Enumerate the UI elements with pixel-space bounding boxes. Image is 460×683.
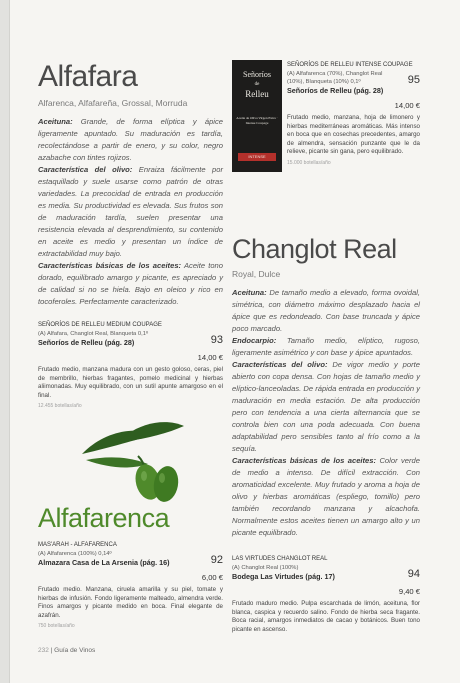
changlot-aceituna-label: Aceituna:: [232, 288, 267, 297]
page-number: 232: [38, 647, 49, 654]
changlot-section: [232, 236, 420, 539]
wine-bottles: 12.455 botellas/año: [38, 403, 82, 409]
alfafara-title: Alfafara: [38, 60, 138, 93]
alfafara-subtitle: Alfarenca, Alfafareña, Grossal, Morruda: [38, 98, 188, 108]
guide-title: Guía de Vinos: [54, 647, 96, 654]
wine-bottles: 15.000 botellas/año: [287, 159, 331, 166]
wine-price: 14,00 €: [394, 101, 420, 110]
changlot-olivo-label: Características del olivo:: [232, 360, 328, 369]
wine-varieties: (A) Alfafara, Changlot Real, Blanqueta 0,1º: [38, 331, 149, 337]
wine-tasting-notes: Frutado medio, manzana madura con un gesto goloso, ceras, piel de membrillo, hierbas fragantes, pomelo medicinal y hierbas aliimonadas. Muy equilibrado, con un sutil apunte amargoso en el final.: [38, 366, 223, 399]
changlot-description: [232, 287, 420, 539]
alfafara-wine-entry: [38, 322, 223, 409]
wine-bottles: 750 botellas/año: [38, 623, 75, 629]
wine-price: 6,00 €: [201, 573, 223, 582]
alfafarenca-wine-entry: [38, 542, 223, 629]
alfafara-aceituna-label: Aceituna:: [38, 117, 73, 126]
wine-score: 94: [407, 568, 420, 580]
changlot-olivo-text: De vigor medio y porte abierto con copa densa. Con hojas de tamaño medio y elíptico-lanceoladas. De rápida entrada en producción y maduración en media estación. De alta producción pero con tendencia a una cierta alternancia que se controla bien con una poda adecuada. Con buena adaptabilidad pero sensibles tanto al frío como a la sequía.: [232, 360, 420, 453]
alfafara-aceites-text: Aceite tono dorado, equilibrado amargo y picante, es apreciado y de calidad si no se hiela. Bajo en oleico y rico en tocoferoles. Perfectamente caracterizado.: [38, 261, 223, 306]
wine-producer: Señoríos de Relleu (pág. 28): [38, 338, 135, 347]
wine-price: 9,40 €: [398, 587, 420, 596]
wine-score: 95: [407, 74, 420, 86]
changlot-title: Changlot Real: [232, 234, 397, 264]
changlot-endocarpio-label: Endocarpio:: [232, 336, 277, 345]
wine-name: SEÑORÍOS DE RELLEU MEDIUM COUPAGE: [38, 322, 162, 328]
page-footer: [38, 647, 95, 654]
changlot-aceites-text: Color verde de medio a intenso. De difícil extracción. Con aromaticidad excelente. Muy frutado y aroma a hoja de olivo y hierbas aromáticas (espliego, tomillo) pero también recordando manzana y alcachofa. Normalmente estos aceites tienen un amargo alto y un picante equilibrado.: [232, 456, 420, 537]
page-edge: [0, 0, 10, 683]
alfafara-aceituna-text: Grande, de forma elíptica y ápice ligeramente apuntado. Su maduración es tardía, recolectándose a partir de enero, y su color, negro azabache con tintes rojizos.: [38, 117, 223, 162]
olive-illustration: [78, 412, 188, 507]
olive-branch-icon: [78, 412, 188, 507]
wine-score: 92: [210, 554, 223, 566]
changlot-wine-entry: [232, 556, 420, 634]
wine-varieties: (A) Alfafarenca (70%), Changlot Real (10%), Blanqueta (10%) 0,1º: [287, 71, 383, 85]
wine-producer: Bodega Las Virtudes (pág. 17): [232, 572, 335, 581]
wine-varieties: (A) Changlot Real (100%): [232, 565, 299, 571]
alfafara-olivo-label: Característica del olivo:: [38, 165, 133, 174]
label-brand-line3: Relleu: [245, 89, 269, 99]
wine-score: 93: [210, 334, 223, 346]
wine-producer: Señoríos de Relleu (pág. 28): [287, 86, 384, 95]
wine-name: MAS'ARAH - ALFAFARENCA: [38, 542, 117, 548]
wine-tasting-notes: Frutado maduro medio. Pulpa escarchada de limón, aceituna, flor blanca, caspica y recuerdo salino. Fondo de hierba seca fragante. Boca racial, amargos inmediatos de cacao y botánicos. Buen tono picante en ascenso.: [232, 600, 420, 633]
alfafara-olivo-text: Enraiza fácilmente por estaquillado y suele usarse como patrón de otras variedades. La precocidad de entrada en producción es media. Su productividad es elevada. Sus frutos son de maduración tardía, suelen presentar una resistencia elevada al desprendimiento, su contenido en aceite es medio y presentan un índice de extractabilidad muy bajo.: [38, 165, 223, 258]
alfafara-section: [38, 62, 223, 409]
wine-tasting-notes: Frutado medio. Manzana, ciruela amarilla y su piel, tomate y hierbas de infusión. Fondo ligeramente malteado, almendra verde. Finos amargos y picante medido en boca. Final elegante de azafrán.: [38, 586, 223, 619]
label-small-text: Aceite de Oliva Virgen Extra · Intense Coupage: [236, 116, 278, 125]
wine-name: LAS VIRTUDES CHANGLOT REAL: [232, 556, 328, 562]
wine-varieties: (A) Alfafarenca (100%) 0,14º: [38, 551, 112, 557]
alfafara-aceites-label: Características básicas de los aceites:: [38, 261, 182, 270]
changlot-endocarpio-text: Tamaño medio, elíptico, rugoso, ligeramente asimétrico y con base y ápice apuntados.: [232, 336, 420, 357]
label-intense-band: INTENSE: [238, 153, 276, 161]
oil-label-image: [232, 60, 282, 172]
label-brand-line1: Señoríos: [243, 70, 271, 79]
wine-producer: Almazara Casa de La Arsenia (pág. 16): [38, 558, 170, 567]
wine-name: SEÑORÍOS DE RELLEU INTENSE COUPAGE: [287, 62, 413, 68]
alfafara-description: [38, 116, 223, 308]
footer-separator: |: [50, 647, 55, 654]
alfafarenca-title: Alfafarenca: [38, 503, 170, 533]
intense-wine-entry: [287, 62, 420, 166]
alfafarenca-section: [38, 505, 223, 629]
wine-price: 14,00 €: [197, 353, 223, 362]
changlot-aceituna-text: De tamaño medio a elevado, forma ovoidal, simétrica, con diámetro máximo desplazado hacia el ápice que es redondeado. Con base truncada y ápice poco marcado.: [232, 288, 420, 333]
changlot-subtitle: Royal, Dulce: [232, 269, 281, 279]
changlot-aceites-label: Características básicas de los aceites:: [232, 456, 377, 465]
wine-tasting-notes: Frutado medio, manzana, hoja de limonero y hierbas mediterráneas aromáticas. Más intenso en boca que en cosechas precedentes, amargo de almendra, sensación punzante que le da relieve, picante sin gana, pero equilibrado.: [287, 114, 420, 155]
label-brand-line2: de: [254, 82, 260, 87]
